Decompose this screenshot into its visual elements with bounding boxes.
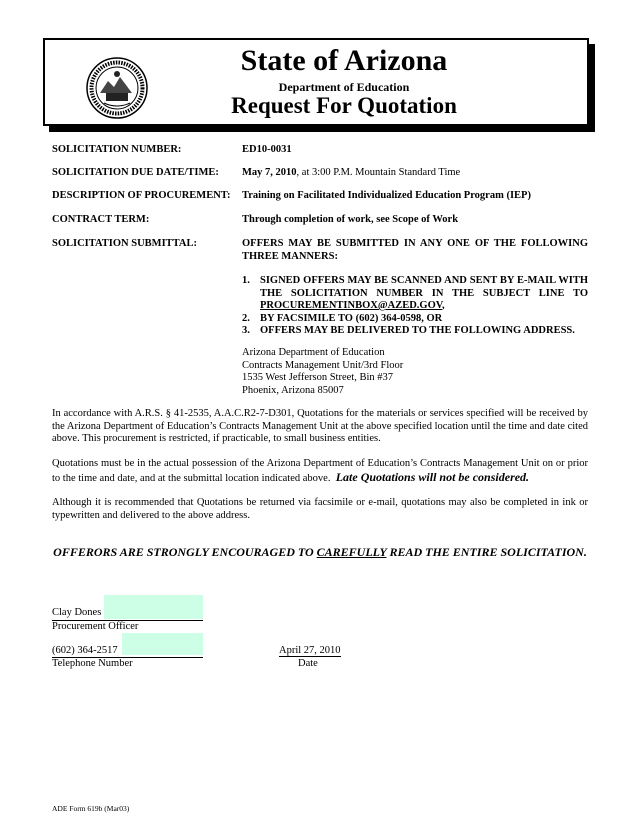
encourage-before: OFFERORS ARE STRONGLY ENCOURAGED TO — [53, 545, 317, 559]
paragraph-possession-text: Quotations must be in the actual possession of the Arizona Department of Education’s Contracts Management Unit on or prior to the time and date, and at the submittal location indicated above. — [52, 458, 588, 484]
late-quotations-warning: Late Quotations will not be considered. — [335, 469, 530, 484]
list-item-3: OFFERS MAY BE DELIVERED TO THE FOLLOWING ADDRESS. — [260, 325, 575, 336]
paragraph-return-methods: Although it is recommended that Quotations be returned via facsimile or e-mail, quotations may also be completed in ink or typewritten and delivered to the above address. — [52, 497, 588, 521]
page-title: State of Arizona — [240, 44, 448, 77]
list-item: 1. SIGNED OFFERS MAY BE SCANNED AND SENT BY E-MAIL WITH THE SOLICITATION NUMBER IN THE SUBJECT LINE TO PROCUREMENTINBOX@AZED.GOV, — [242, 275, 588, 311]
submittal-value: OFFERS MAY BE SUBMITTED IN ANY ONE OF THE FOLLOWING THREE MANNERS: — [242, 238, 588, 262]
paragraph-statute: In accordance with A.R.S. § 41-2535, A.A.C.R2-7-D301, Quotations for the materials or services specified will be received by the Arizona Department of Education’s Contracts Management Unit at the above specified location until the time and date cited above. This procurement is restricted, if practicable, to small business entities. — [52, 408, 588, 444]
list-item: 3. OFFERS MAY BE DELIVERED TO THE FOLLOWING ADDRESS. — [242, 325, 575, 336]
department-name: Department of Education — [278, 80, 410, 94]
due-date-value — [242, 167, 588, 178]
phone-line — [52, 645, 203, 658]
contract-term-value: Through completion of work, see Scope of Work — [242, 214, 459, 225]
list-item-1-line1: SIGNED OFFERS MAY BE SCANNED AND SENT BY E-MAIL WITH — [260, 275, 588, 286]
list-item-2: BY FACSIMILE TO (602) 364-0598, OR — [260, 312, 443, 324]
encourage-underlined: CAREFULLY — [316, 545, 387, 559]
address-line: Phoenix, Arizona 85007 — [242, 384, 344, 396]
submittal-label: SOLICITATION SUBMITTAL: — [52, 238, 197, 249]
due-date-label: SOLICITATION DUE DATE/TIME: — [52, 167, 219, 178]
description-value: Training on Facilitated Individualized Education Program (IEP) — [242, 190, 531, 201]
encourage-notice — [52, 545, 588, 560]
signature-line — [52, 607, 203, 621]
solicitation-number-label: SOLICITATION NUMBER: — [52, 144, 182, 155]
solicitation-number-value: ED10-0031 — [242, 144, 292, 155]
officer-title: Procurement Officer — [52, 621, 139, 632]
list-item: 2. BY FACSIMILE TO (602) 364-0598, OR — [242, 312, 443, 324]
list-item-1-line2: THE SOLICITATION NUMBER IN THE SUBJECT LINE TO — [260, 287, 588, 299]
description-label: DESCRIPTION OF PROCUREMENT: — [52, 190, 231, 201]
address-line: 1535 West Jefferson Street, Bin #37 — [242, 372, 393, 383]
officer-name: Clay Dones — [52, 607, 102, 618]
due-date-bold: May 7, 2010 — [242, 167, 297, 178]
submittal-list — [242, 275, 588, 338]
contract-term-label: CONTRACT TERM: — [52, 214, 150, 225]
address-line: Arizona Department of Education — [242, 347, 385, 358]
date-label: Date — [298, 658, 318, 669]
paragraph-possession — [52, 458, 588, 485]
procurement-email-link[interactable]: PROCUREMENTINBOX@AZED.GOV — [260, 300, 442, 311]
phone-label: Telephone Number — [52, 658, 133, 669]
encourage-after: READ THE ENTIRE SOLICITATION. — [386, 545, 587, 559]
phone-number: (602) 364-2517 — [52, 645, 118, 656]
form-footer: ADE Form 619b (Mar03) — [52, 804, 130, 813]
address-line: Contracts Management Unit/3rd Floor — [242, 359, 404, 371]
due-date-rest: , at 3:00 P.M. Mountain Standard Time — [296, 167, 461, 178]
document-title: Request For Quotation — [231, 93, 457, 118]
date-value: April 27, 2010 — [279, 645, 341, 656]
delivery-address — [242, 347, 403, 397]
